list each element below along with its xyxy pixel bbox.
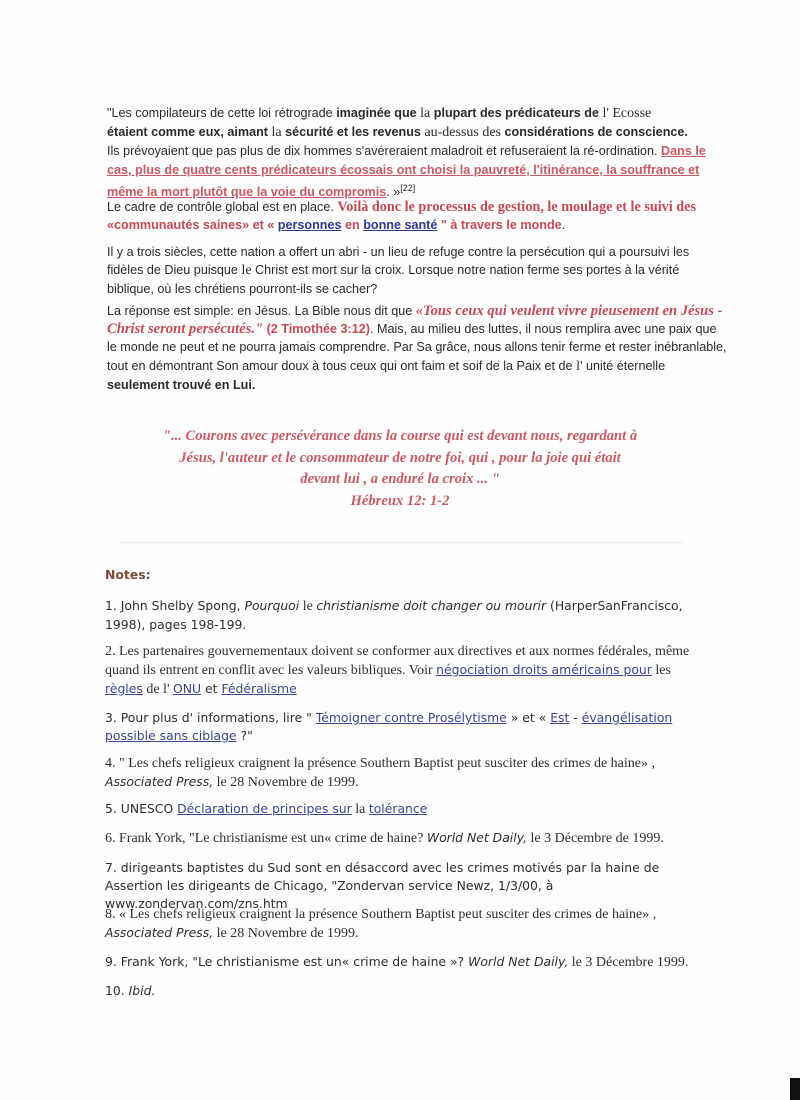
bible-quote: «Tous ceux qui veulent vivre pieusement en Jésus - Christ seront persécutés."	[107, 303, 723, 338]
notes-heading: Notes:	[105, 567, 151, 582]
text-run: "Les compilateurs de cette loi rétrograde	[107, 106, 337, 120]
note-link[interactable]: Témoigner contre Prosélytisme	[315, 710, 507, 725]
note-item	[105, 829, 705, 848]
note-link[interactable]: Déclaration de principes sur	[177, 801, 352, 816]
note-text: le 28 Novembre de 1999.	[213, 775, 359, 790]
note-text: ?"	[236, 728, 253, 743]
note-text: 6. Frank York, "Le christianisme est un« crime de haine?	[105, 831, 427, 846]
note-text-italic: christianisme doit changer ou mourir	[316, 598, 547, 613]
note-text-italic: Associated Press,	[105, 774, 214, 789]
note-text: 4. " Les chefs religieux craignent la présence Southern Baptist peut susciter des crimes de haine» ,	[105, 756, 655, 771]
note-text-italic: Ibid.	[128, 983, 156, 998]
text-run-red: Voilà donc le processus de gestion, le moulage et le suivi des	[337, 199, 696, 215]
link-bonne-sante[interactable]: bonne santé	[363, 218, 438, 233]
text-run: le	[241, 263, 252, 279]
footnote-ref[interactable]: [22]	[400, 182, 416, 193]
scan-edge-mark	[790, 1078, 800, 1100]
note-text: le	[299, 599, 317, 614]
note-text: 10.	[105, 983, 129, 998]
bible-reference: (2 Timothée 3:12)	[263, 322, 370, 337]
text-run: . »	[386, 185, 401, 199]
text-run-red: en	[341, 218, 364, 233]
note-link[interactable]: ONU	[172, 681, 202, 696]
paragraph-answer	[107, 302, 727, 394]
note-item	[105, 709, 705, 745]
quote-reference: Hébreux 12: 1-2	[350, 492, 450, 509]
note-text: 1. John Shelby Spong,	[105, 598, 245, 613]
text-run: .	[561, 218, 566, 233]
note-text-italic: Pourquoi	[244, 598, 300, 613]
link-personnes[interactable]: personnes	[277, 218, 342, 233]
note-link[interactable]: tolérance	[368, 801, 428, 816]
paragraph-quote-scotland	[107, 104, 727, 201]
note-text: » et «	[506, 710, 551, 725]
note-text-italic: Associated Press,	[105, 925, 214, 940]
quote-line: devant lui , a enduré la croix ... "	[300, 471, 500, 487]
note-text: 7. dirigeants baptistes du Sud sont en désaccord avec les crimes motivés par la haine de Assertion les dirigeants de Chicago, "Zondervan service Newz, 1/3/00, à www.zondervan.com/zns.htm	[105, 860, 660, 911]
text-run-red: «communautés saines» et «	[107, 218, 278, 233]
text-run-bold: seulement trouvé en Lui.	[107, 377, 256, 392]
note-text-italic: World Net Daily,	[468, 954, 569, 969]
text-run: la	[416, 106, 434, 121]
paragraph-refuge	[107, 243, 727, 299]
note-text: 3. Pour plus d' informations, lire "	[105, 710, 316, 725]
scripture-blockquote	[130, 426, 670, 512]
text-run-bold: étaient comme eux, aimant	[107, 125, 268, 140]
note-item	[105, 597, 705, 634]
note-item	[105, 754, 705, 792]
note-item	[105, 800, 705, 819]
note-item	[105, 953, 705, 972]
note-text: et	[201, 681, 222, 696]
note-text: 5. UNESCO	[105, 801, 178, 816]
note-link[interactable]: Fédéralisme	[221, 681, 297, 696]
highlighted-link[interactable]: Dans le cas, plus de quatre cents prédicateurs écossais ont choisi la pauvreté, l'itinérance, la souffrance et même la mort plutôt que la voie du compromis	[107, 144, 706, 199]
note-text: le 3 Décembre 1999.	[568, 955, 689, 970]
note-item	[105, 982, 705, 1000]
note-text: la	[351, 802, 369, 817]
divider	[118, 542, 684, 543]
text-run-bold: plupart des prédicateurs de	[433, 106, 599, 120]
note-text: le 3 Décembre de 1999.	[527, 831, 664, 846]
text-run: La réponse est simple: en Jésus. La Bible nous dit que	[107, 304, 416, 318]
note-text: (HarperSanFrancisco, 1998), pages 198-199.	[105, 598, 683, 632]
text-run-red: " à travers le monde	[437, 218, 562, 233]
note-link[interactable]: règles	[105, 681, 143, 696]
quote-line: Jésus, l'auteur et le consommateur de notre foi, qui , pour la joie qui était	[179, 449, 621, 466]
note-text-italic: World Net Daily,	[426, 830, 528, 845]
note-link[interactable]: évangélisation possible sans ciblage	[105, 710, 673, 743]
quote-line: "... Courons avec persévérance dans la course qui est devant nous, regardant à	[162, 428, 638, 444]
text-run-bold: considérations de conscience.	[504, 125, 688, 140]
paragraph-control-framework	[107, 198, 727, 234]
text-run: la	[267, 125, 286, 141]
note-text: 2. Les partenaires gouvernementaux doivent se conformer aux directives et aux normes fédérales, même quand ils entrent en conflit avec les valeurs bibliques. Voir	[105, 644, 690, 678]
text-run: l'	[576, 358, 583, 374]
note-text: le 28 Novembre de 1999.	[213, 926, 359, 941]
text-run-bold: sécurité et les revenus	[285, 125, 421, 140]
text-run-bold: imaginée que	[336, 106, 417, 120]
text-run: Le cadre de contrôle global est en place.	[107, 200, 338, 214]
text-run: Christ est mort sur la croix. Lorsque notre nation ferme ses portes à la vérité biblique, où les chrétiens pourront-ils se cacher?	[107, 263, 680, 297]
text-run: l' Ecosse	[598, 106, 652, 121]
note-text: les	[651, 663, 671, 678]
note-item	[105, 642, 705, 699]
text-run: Il y a trois siècles, cette nation a offert un abri - un lieu de refuge contre la persécution qui a poursuivi les fidèles de Dieu puisque	[107, 245, 690, 278]
note-text: 9. Frank York, "Le christianisme est un« crime de haine »?	[105, 954, 469, 969]
note-item	[105, 905, 705, 943]
text-run: . Mais, au milieu des luttes, il nous remplira avec une paix que le monde ne peut et ne pourra jamais comprendre. Par Sa grâce, nous allons tenir ferme et rester inébranlable, tout en démontrant Son amour doux à tous ceux qui ont faim et soif de la Paix et de	[107, 322, 727, 373]
note-text: 8. « Les chefs religieux craignent la présence Southern Baptist peut susciter des crimes de haine» ,	[105, 907, 657, 922]
note-text: de l'	[142, 682, 173, 697]
text-run: unité éternelle	[582, 358, 666, 373]
text-run: Ils prévoyaient que pas plus de dix hommes s'avéreraient maladroit et refuseraient la ré-ordination.	[107, 144, 662, 159]
note-link[interactable]: Est	[550, 710, 570, 725]
note-text: -	[569, 710, 582, 725]
text-run: au-dessus des	[420, 125, 505, 141]
note-link[interactable]: négociation droits américains pour	[436, 662, 652, 677]
